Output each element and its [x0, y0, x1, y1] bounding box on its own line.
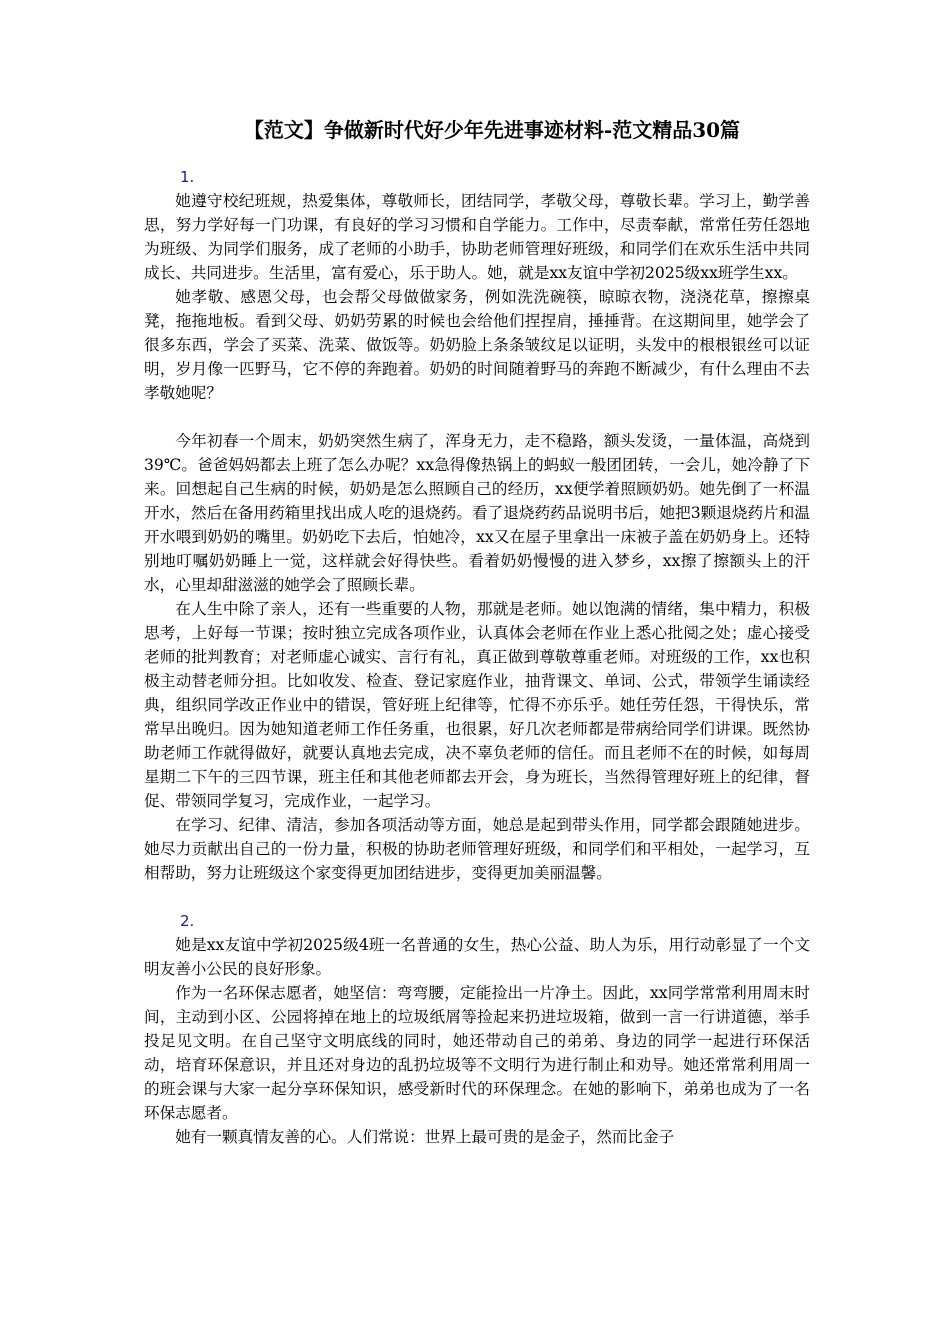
paragraph-gap [144, 405, 810, 429]
section-gap [144, 885, 810, 909]
paragraph: 在学习、纪律、清洁，参加各项活动等方面，她总是起到带头作用，同学都会跟随她进步。她尽力贡献出自己的一份力量，积极的协助老师管理好班级，和同学们和平相处，一起学习，互相帮助，努力让班级这个家变得更加团结进步，变得更加美丽温馨。 [144, 816, 810, 882]
document-title: 【范文】争做新时代好少年先进事迹材料-范文精品30篇 [243, 118, 741, 142]
section-1 [144, 165, 810, 885]
paragraph: 她孝敬、感恩父母，也会帮父母做做家务，例如洗洗碗筷，晾晾衣物，浇浇花草，擦擦桌凳，拖拖地板。看到父母、奶奶劳累的时候也会给他们捏捏肩，捶捶背。在这期间里，她学会了很多东西，学会了买菜、洗菜、做饭等。奶奶脸上条条皱纹足以证明，头发中的根根银丝可以证明，岁月像一匹野马，它不停的奔跑着。奶奶的时间随着野马的奔跑不断减少，有什么理由不去孝敬她呢？ [144, 288, 810, 402]
section-number: 2. [180, 912, 195, 930]
section-number: 1. [180, 168, 195, 186]
paragraph: 她是xx友谊中学初2025级4班一名普通的女生，热心公益、助人为乐，用行动彰显了一个文明友善小公民的良好形象。 [144, 936, 810, 978]
paragraph: 作为一名环保志愿者，她坚信：弯弯腰，定能捡出一片净土。因此，xx同学常常利用周末时间，主动到小区、公园将掉在地上的垃圾纸屑等捡起来扔进垃圾箱，做到一言一行讲道德，举手投足见文明。在自己坚守文明底线的同时，她还带动自己的弟弟、身边的同学一起进行环保活动，培育环保意识，并且还对身边的乱扔垃圾等不文明行为进行制止和劝导。她还常常利用周一的班会课与大家一起分享环保知识，感受新时代的环保理念。在她的影响下，弟弟也成为了一名环保志愿者。 [144, 984, 810, 1122]
paragraph: 她有一颗真情友善的心。人们常说：世界上最可贵的是金子，然而比金子 [175, 1128, 675, 1146]
section-2 [144, 909, 810, 1149]
document-page [144, 115, 810, 1149]
paragraph: 今年初春一个周末，奶奶突然生病了，浑身无力，走不稳路，额头发烫，一量体温，高烧到39℃。爸爸妈妈都去上班了怎么办呢？xx急得像热锅上的蚂蚁一般团团转，一会儿，她冷静了下来。回想起自己生病的时候，奶奶是怎么照顾自己的经历，xx便学着照顾奶奶。她先倒了一杯温开水，然后在备用药箱里找出成人吃的退烧药。看了退烧药药品说明书后，她把3颗退烧药片和温开水喂到奶奶的嘴里。奶奶吃下去后，怕她冷，xx又在屋子里拿出一床被子盖在奶奶身上。还特别地叮嘱奶奶睡上一觉，这样就会好得快些。看着奶奶慢慢的进入梦乡，xx擦了擦额头上的汗水，心里却甜滋滋的她学会了照顾长辈。 [144, 432, 810, 594]
paragraph: 她遵守校纪班规，热爱集体，尊敬师长，团结同学，孝敬父母，尊敬长辈。学习上，勤学善思，努力学好每一门功课，有良好的学习习惯和自学能力。工作中，尽责奉献，常常任劳任怨地为班级、为同学们服务，成了老师的小助手，协助老师管理好班级，和同学们在欢乐生活中共同成长、共同进步。生活里，富有爱心，乐于助人。她，就是xx友谊中学初2025级xx班学生xx。 [144, 192, 810, 282]
paragraph: 在人生中除了亲人，还有一些重要的人物，那就是老师。她以饱满的情绪，集中精力，积极思考，上好每一节课；按时独立完成各项作业，认真体会老师在作业上悉心批阅之处；虚心接受老师的批判教育；对老师虚心诚实、言行有礼，真正做到尊敬尊重老师。对班级的工作，xx也积极主动替老师分担。比如收发、检查、登记家庭作业，抽背课文、单词、公式，带领学生诵读经典，组织同学改正作业中的错误，管好班上纪律等，忙得不亦乐乎。她任劳任怨，干得快乐，常常早出晚归。因为她知道老师工作任务重，也很累，好几次老师都是带病给同学们讲课。既然协助老师工作就得做好，就要认真地去完成，决不辜负老师的信任。而且老师不在的时候，如每周星期二下午的三四节课，班主任和其他老师都去开会，身为班长，当然得管理好班上的纪律，督促、带领同学复习，完成作业，一起学习。 [144, 600, 810, 810]
